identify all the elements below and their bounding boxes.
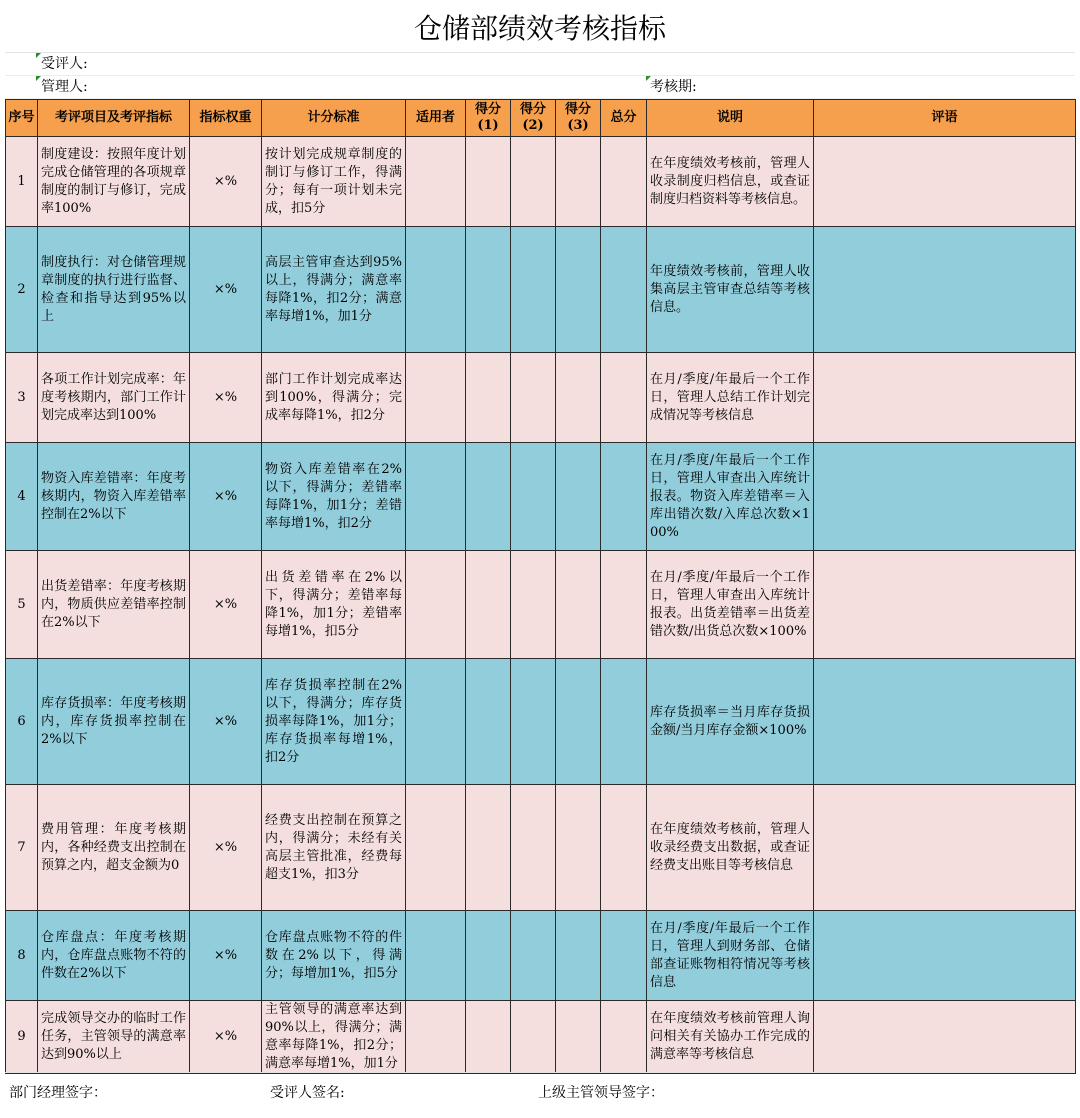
- score-1-cell[interactable]: [466, 785, 511, 911]
- standard-cell[interactable]: 经费支出控制在预算之内，得满分；未经有关高层主管批准，经费每超支1%，扣3分: [262, 785, 406, 911]
- description-cell[interactable]: 在月/季度/年最后一个工作日，管理人总结工作计划完成情况等考核信息: [647, 353, 814, 443]
- score-1-cell[interactable]: [466, 551, 511, 659]
- page-title: 仓储部绩效考核指标: [5, 5, 1075, 53]
- score-1-cell[interactable]: [466, 1001, 511, 1074]
- row-number-cell[interactable]: 9: [6, 1001, 38, 1074]
- score-1-cell[interactable]: [466, 911, 511, 1001]
- total-cell[interactable]: [601, 1001, 647, 1074]
- header-description[interactable]: 说明: [647, 100, 814, 137]
- comment-cell[interactable]: [814, 911, 1076, 1001]
- score-3-cell[interactable]: [556, 443, 601, 551]
- header-weight[interactable]: 指标权重: [190, 100, 262, 137]
- row-number-cell[interactable]: 3: [6, 353, 38, 443]
- applicable-cell[interactable]: [406, 353, 466, 443]
- header-standard[interactable]: 计分标准: [262, 100, 406, 137]
- standard-cell[interactable]: 部门工作计划完成率达到100%，得满分；完成率每降1%，扣2分: [262, 353, 406, 443]
- period-label[interactable]: 考核期:: [650, 79, 697, 95]
- score-3-cell[interactable]: [556, 1001, 601, 1074]
- kpi-table: [5, 99, 1076, 1074]
- total-cell[interactable]: [601, 353, 647, 443]
- score-2-cell[interactable]: [511, 551, 556, 659]
- table-row: [6, 353, 1076, 443]
- applicable-cell[interactable]: [406, 443, 466, 551]
- weight-cell[interactable]: ×%: [190, 551, 262, 659]
- score-1-cell[interactable]: [466, 137, 511, 227]
- row-number-cell[interactable]: 1: [6, 137, 38, 227]
- score-2-cell[interactable]: [511, 785, 556, 911]
- description-cell[interactable]: 在年度绩效考核前管理人询问相关有关協办工作完成的满意率等考核信息: [647, 1001, 814, 1074]
- score-1-cell[interactable]: [466, 227, 511, 353]
- table-row: [6, 227, 1076, 353]
- applicable-cell[interactable]: [406, 551, 466, 659]
- reviewee-label[interactable]: 受评人:: [41, 56, 88, 72]
- standard-cell[interactable]: 出货差错率在2%以下，得满分；差错率每降1%，加1分；差错率每增1%，扣5分: [262, 551, 406, 659]
- row-number-cell[interactable]: 5: [6, 551, 38, 659]
- comment-cell[interactable]: [814, 1001, 1076, 1074]
- table-header-row: [6, 100, 1076, 137]
- applicable-cell[interactable]: [406, 1001, 466, 1074]
- description-cell[interactable]: 在月/季度/年最后一个工作日，管理人审查出入库统计报表。出货差错率＝出货差错次数/出货总次数×100%: [647, 551, 814, 659]
- standard-cell[interactable]: 按计划完成规章制度的制订与修订工作，得满分；每有一项计划未完成，扣5分: [262, 137, 406, 227]
- comment-cell[interactable]: [814, 785, 1076, 911]
- score-3-cell[interactable]: [556, 353, 601, 443]
- header-score-2[interactable]: 得分(2): [511, 100, 556, 137]
- description-cell[interactable]: 库存货损率＝当月库存货损金额/当月库存金额×100%: [647, 659, 814, 785]
- table-row: [6, 785, 1076, 911]
- score-2-cell[interactable]: [511, 353, 556, 443]
- score-1-cell[interactable]: [466, 659, 511, 785]
- item-cell[interactable]: 库存货损率：年度考核期内，库存货损率控制在2%以下: [38, 659, 190, 785]
- comment-cell[interactable]: [814, 659, 1076, 785]
- standard-cell[interactable]: 物资入库差错率在2%以下，得满分；差错率每降1%，加1分；差错率每增1%，扣2分: [262, 443, 406, 551]
- supervisor-sign-label[interactable]: 上级主管领导签字：: [538, 1085, 664, 1101]
- description-cell[interactable]: 年度绩效考核前，管理人收集高层主管审查总结等考核信息。: [647, 227, 814, 353]
- score-3-cell[interactable]: [556, 551, 601, 659]
- item-cell[interactable]: 各项工作计划完成率：年度考核期内，部门工作计划完成率达到100%: [38, 353, 190, 443]
- table-row: [6, 443, 1076, 551]
- applicable-cell[interactable]: [406, 785, 466, 911]
- score-3-cell[interactable]: [556, 659, 601, 785]
- description-cell[interactable]: 在年度绩效考核前，管理人收录制度归档信息，或查证制度归档资料等考核信息。: [647, 137, 814, 227]
- applicable-cell[interactable]: [406, 911, 466, 1001]
- applicable-cell[interactable]: [406, 227, 466, 353]
- item-cell[interactable]: 出货差错率：年度考核期内，物质供应差错率控制在2%以下: [38, 551, 190, 659]
- standard-cell[interactable]: 库存货损率控制在2%以下，得满分；库存货损率每降1%，加1分；库存货损率每增1%，扣2分: [262, 659, 406, 785]
- item-cell[interactable]: 制度建设：按照年度计划完成仓储管理的各项规章制度的制订与修订，完成率100%: [38, 137, 190, 227]
- weight-cell[interactable]: ×%: [190, 785, 262, 911]
- score-1-cell[interactable]: [466, 353, 511, 443]
- total-cell[interactable]: [601, 227, 647, 353]
- description-cell[interactable]: 在年度绩效考核前，管理人收录经费支出数据，或查证经费支出账目等考核信息: [647, 785, 814, 911]
- manager-label[interactable]: 管理人:: [41, 79, 88, 95]
- description-cell[interactable]: 在月/季度/年最后一个工作日，管理人审查出入库统计报表。物资入库差错率＝入库出错次数/入库总次数×100%: [647, 443, 814, 551]
- description-cell[interactable]: 在月/季度/年最后一个工作日，管理人到财务部、仓储部查证账物相符情况等考核信息: [647, 911, 814, 1001]
- weight-cell[interactable]: ×%: [190, 227, 262, 353]
- row-number-cell[interactable]: 2: [6, 227, 38, 353]
- total-cell[interactable]: [601, 443, 647, 551]
- item-cell[interactable]: 完成领导交办的临时工作任务，主管领导的满意率达到90%以上: [38, 1001, 190, 1074]
- table-row: [6, 1001, 1076, 1074]
- reviewee-row: [5, 53, 1075, 76]
- table-row: [6, 911, 1076, 1001]
- table-row: [6, 659, 1076, 785]
- applicable-cell[interactable]: [406, 137, 466, 227]
- header-no[interactable]: 序号: [6, 100, 38, 137]
- row-number-cell[interactable]: 8: [6, 911, 38, 1001]
- header-score-3[interactable]: 得分(3): [556, 100, 601, 137]
- table-row: [6, 137, 1076, 227]
- total-cell[interactable]: [601, 659, 647, 785]
- score-3-cell[interactable]: [556, 785, 601, 911]
- weight-cell[interactable]: ×%: [190, 443, 262, 551]
- manager-row: [5, 76, 1075, 99]
- comment-cell[interactable]: [814, 551, 1076, 659]
- header-item[interactable]: 考评项目及考评指标: [38, 100, 190, 137]
- total-cell[interactable]: [601, 137, 647, 227]
- comment-cell[interactable]: [814, 443, 1076, 551]
- reviewee-sign-label[interactable]: 受评人签名:: [270, 1085, 345, 1101]
- header-score-1[interactable]: 得分(1): [466, 100, 511, 137]
- weight-cell[interactable]: ×%: [190, 353, 262, 443]
- total-cell[interactable]: [601, 785, 647, 911]
- score-2-cell[interactable]: [511, 659, 556, 785]
- spreadsheet-sheet: [5, 5, 1075, 1074]
- item-cell[interactable]: 费用管理：年度考核期内，各种经费支出控制在预算之内，超支金额为0: [38, 785, 190, 911]
- row-number-cell[interactable]: 7: [6, 785, 38, 911]
- comment-cell[interactable]: [814, 137, 1076, 227]
- dept-manager-sign-label[interactable]: 部门经理签字：: [9, 1085, 107, 1101]
- standard-cell[interactable]: 高层主管审查达到95%以上，得满分；满意率每降1%，扣2分；满意率每增1%，加1分: [262, 227, 406, 353]
- total-cell[interactable]: [601, 551, 647, 659]
- score-2-cell[interactable]: [511, 1001, 556, 1074]
- score-2-cell[interactable]: [511, 911, 556, 1001]
- signature-footer: [5, 1072, 1075, 1113]
- table-row: [6, 551, 1076, 659]
- row-number-cell[interactable]: 4: [6, 443, 38, 551]
- header-comment[interactable]: 评语: [814, 100, 1076, 137]
- header-total[interactable]: 总分: [601, 100, 647, 137]
- item-cell[interactable]: 仓库盘点：年度考核期内，仓库盘点账物不符的件数在2%以下: [38, 911, 190, 1001]
- item-cell[interactable]: 物资入库差错率：年度考核期内，物资入库差错率控制在2%以下: [38, 443, 190, 551]
- score-1-cell[interactable]: [466, 443, 511, 551]
- score-2-cell[interactable]: [511, 137, 556, 227]
- applicable-cell[interactable]: [406, 659, 466, 785]
- standard-cell[interactable]: 仓库盘点账物不符的件数在2%以下，得满分；每增加1%，扣5分: [262, 911, 406, 1001]
- comment-cell[interactable]: [814, 353, 1076, 443]
- row-number-cell[interactable]: 6: [6, 659, 38, 785]
- score-3-cell[interactable]: [556, 227, 601, 353]
- weight-cell[interactable]: ×%: [190, 1001, 262, 1074]
- weight-cell[interactable]: ×%: [190, 137, 262, 227]
- total-cell[interactable]: [601, 911, 647, 1001]
- header-applicable[interactable]: 适用者: [406, 100, 466, 137]
- standard-cell[interactable]: 主管领导的满意率达到90%以上，得满分；满意率每降1%，扣2分；满意率每增1%，加1分: [262, 1001, 406, 1074]
- comment-cell[interactable]: [814, 227, 1076, 353]
- weight-cell[interactable]: ×%: [190, 659, 262, 785]
- score-3-cell[interactable]: [556, 137, 601, 227]
- item-cell[interactable]: 制度执行：对仓储管理规章制度的执行进行监督、检查和指导达到95%以上: [38, 227, 190, 353]
- weight-cell[interactable]: ×%: [190, 911, 262, 1001]
- score-2-cell[interactable]: [511, 227, 556, 353]
- score-3-cell[interactable]: [556, 911, 601, 1001]
- score-2-cell[interactable]: [511, 443, 556, 551]
